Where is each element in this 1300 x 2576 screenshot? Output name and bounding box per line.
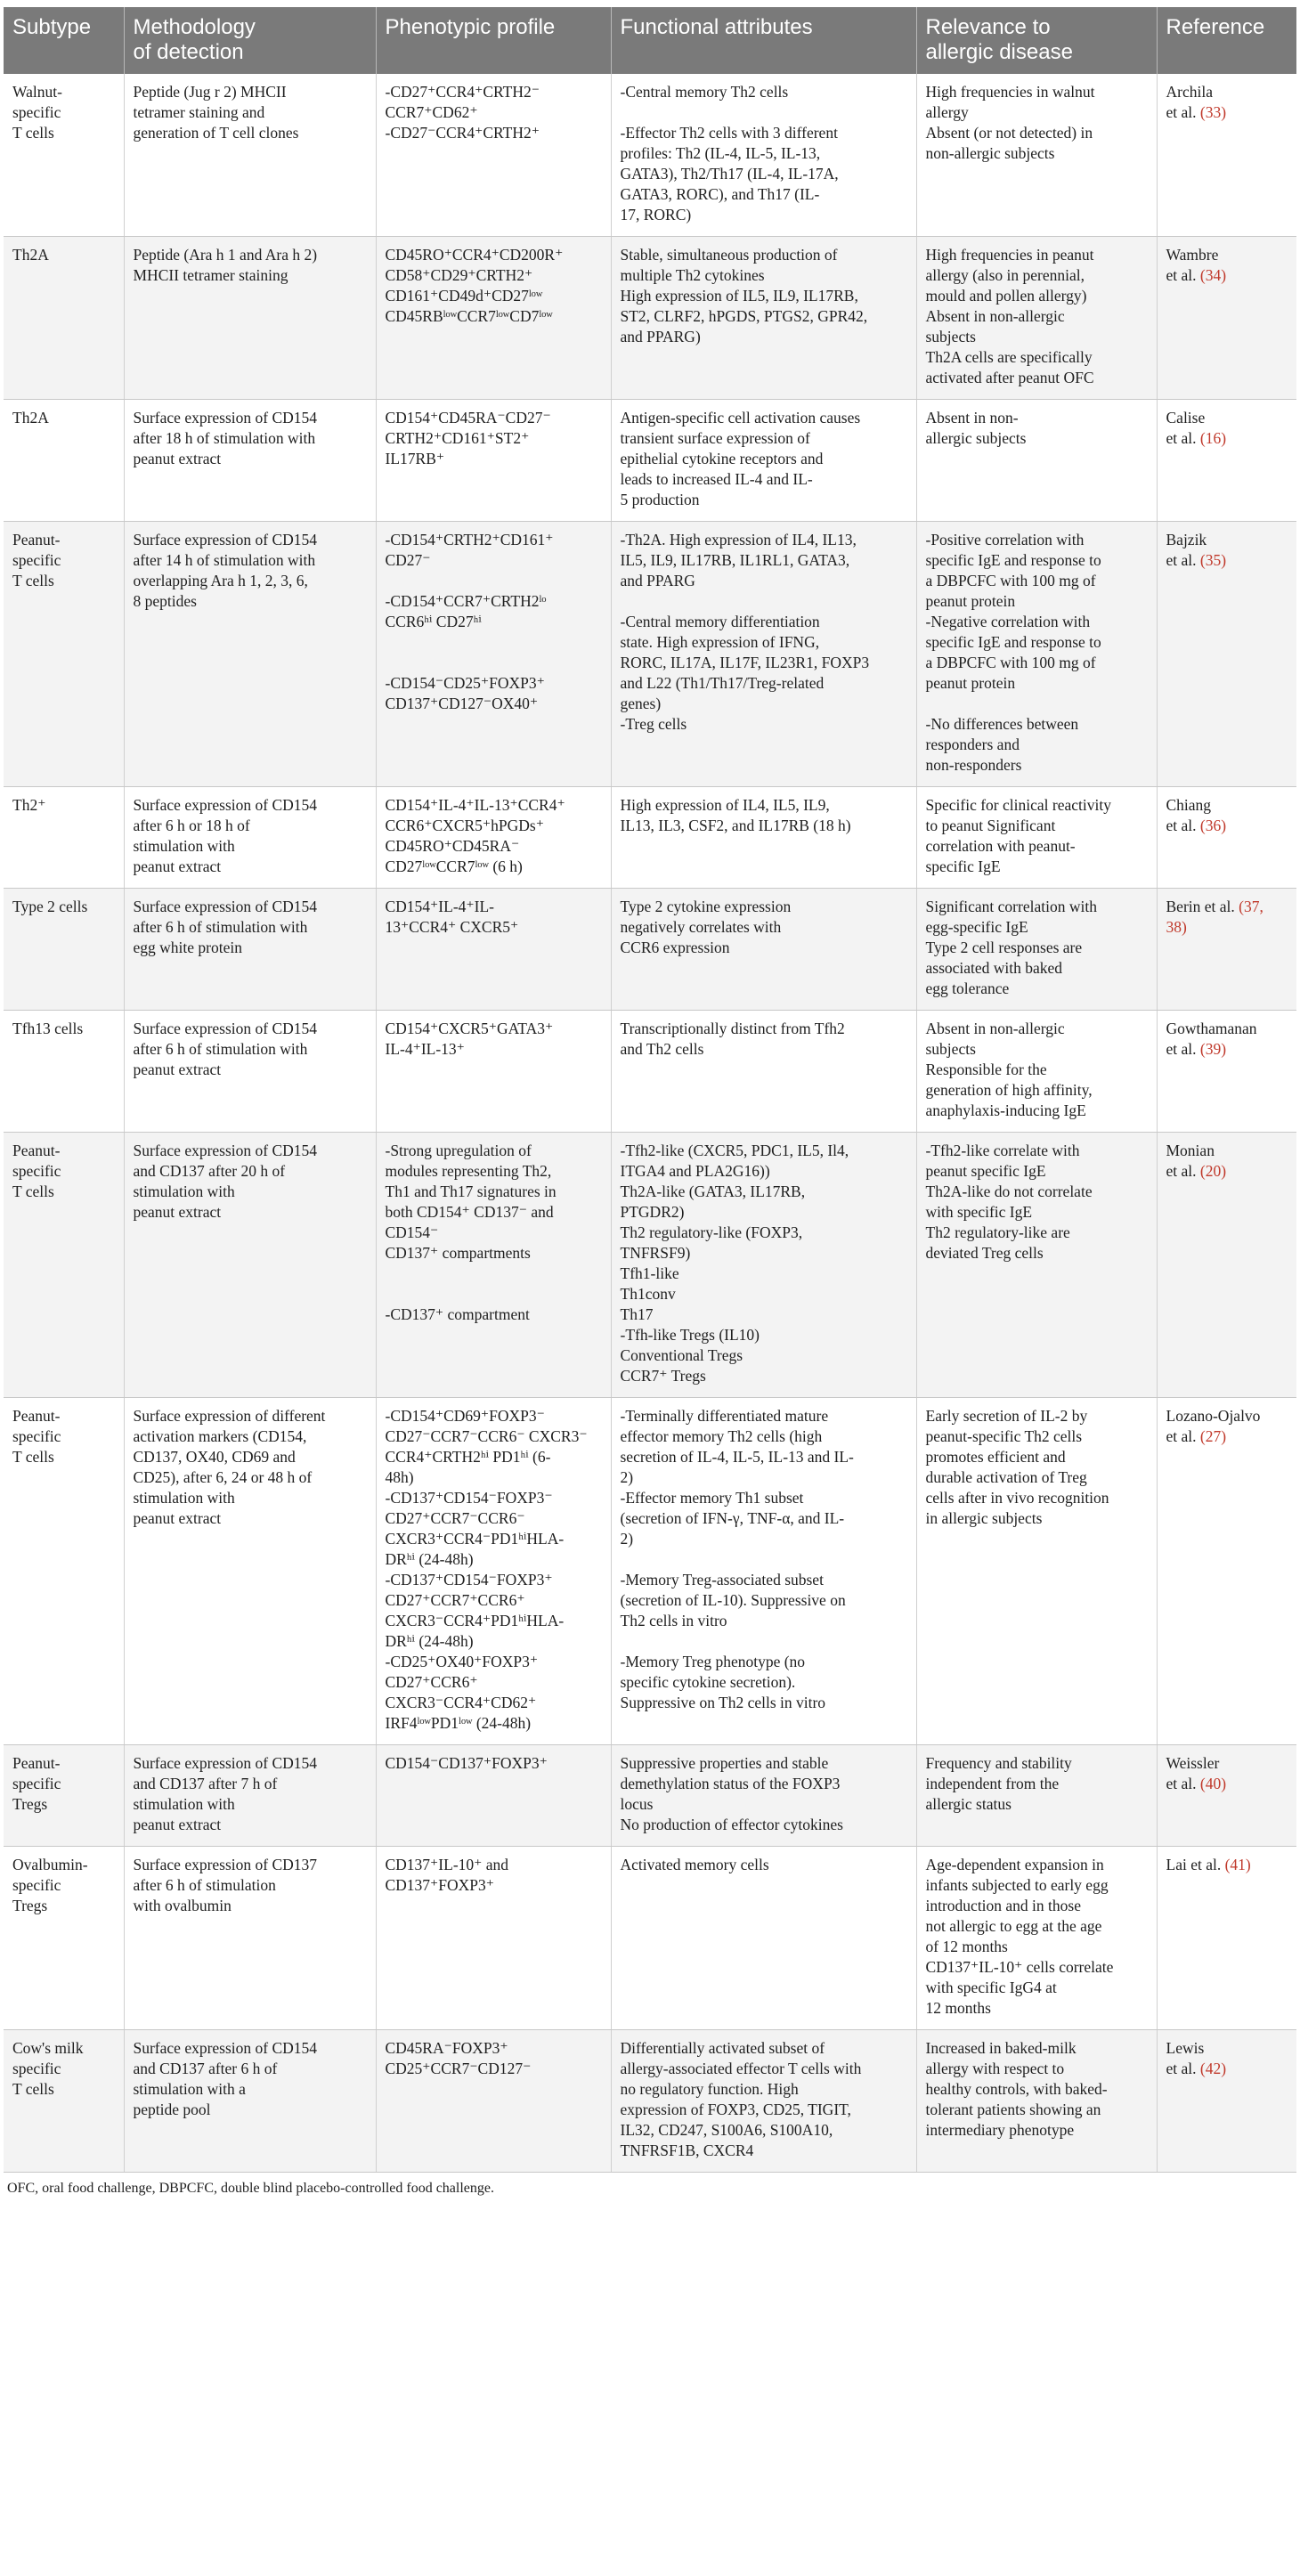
- table-row: [4, 522, 1296, 787]
- cell-phenotypic: -CD154⁺CRTH2⁺CD161⁺ CD27⁻ -CD154⁺CCR7⁺CRTH2ˡᵒ CCR6ʰⁱ CD27ʰⁱ -CD154⁻CD25⁺FOXP3⁺ CD137⁺CD127⁻OX40⁺: [376, 522, 611, 787]
- table-row: [4, 889, 1296, 1011]
- cell-functional: Stable, simultaneous production of multiple Th2 cytokines High expression of IL5, IL9, IL17RB, ST2, CLRF2, hPGDS, PTGS2, GPR42, and PPARG): [611, 237, 916, 400]
- cell-functional: -Tfh2-like (CXCR5, PDC1, IL5, Il4, ITGA4 and PLA2G16)) Th2A-like (GATA3, IL17RB, PTGDR2) Th2 regulatory-like (FOXP3, TNFRSF9) Tfh1-like Th1conv Th17 -Tfh-like Tregs (IL10) Conventional Tregs CCR7⁺ Tregs: [611, 1133, 916, 1398]
- table-row: [4, 1011, 1296, 1133]
- cell-subtype: Type 2 cells: [4, 889, 124, 1011]
- cell-functional: -Terminally differentiated mature effector memory Th2 cells (high secretion of IL-4, IL-5, IL-13 and IL- 2) -Effector memory Th1 subset (secretion of IFN-γ, TNF-α, and IL- 2) -Memory Treg-associated subset (secretion of IL-10). Suppressive on Th2 cells in vitro -Memory Treg phenotype (no specific cytokine secretion). Suppressive on Th2 cells in vitro: [611, 1398, 916, 1745]
- reference-authors: Gowthamanan et al.: [1166, 1020, 1257, 1058]
- cell-phenotypic: CD154⁺IL-4⁺IL-13⁺CCR4⁺ CCR6⁺CXCR5⁺hPGDs⁺ CD45RO⁺CD45RA⁻ CD27ˡᵒʷCCR7ˡᵒʷ (6 h): [376, 787, 611, 889]
- cell-subtype: Peanut- specific T cells: [4, 1398, 124, 1745]
- header-methodology: Methodology of detection: [124, 7, 376, 74]
- cell-subtype: Cow's milk specific T cells: [4, 2030, 124, 2173]
- cell-phenotypic: CD154⁺CXCR5⁺GATA3⁺ IL-4⁺IL-13⁺: [376, 1011, 611, 1133]
- table-row: [4, 1745, 1296, 1847]
- cell-relevance: Significant correlation with egg-specific IgE Type 2 cell responses are associated with baked egg tolerance: [916, 889, 1157, 1011]
- header-reference: Reference: [1157, 7, 1296, 74]
- cell-phenotypic: CD154⁻CD137⁺FOXP3⁺: [376, 1745, 611, 1847]
- reference-link[interactable]: (20): [1199, 1162, 1227, 1180]
- reference-authors: Lozano-Ojalvo et al.: [1166, 1407, 1261, 1445]
- cell-phenotypic: -Strong upregulation of modules representing Th2, Th1 and Th17 signatures in both CD154⁺ CD137⁻ and CD154⁻ CD137⁺ compartments -CD137⁺ compartment: [376, 1133, 611, 1398]
- cell-functional: -Central memory Th2 cells -Effector Th2 cells with 3 different profiles: Th2 (IL-4, IL-5, IL-13, GATA3), Th2/Th17 (IL-4, IL-17A, GATA3, RORC), and Th17 (IL- 17, RORC): [611, 74, 916, 237]
- reference-authors: Wambre et al.: [1166, 246, 1219, 284]
- reference-link[interactable]: (37, 38): [1166, 898, 1263, 936]
- cell-phenotypic: -CD154⁺CD69⁺FOXP3⁻ CD27⁻CCR7⁻CCR6⁻ CXCR3⁻ CCR4⁺CRTH2ʰⁱ PD1ʰⁱ (6- 48h) -CD137⁺CD154⁻FOXP3⁻ CD27⁺CCR7⁻CCR6⁻ CXCR3⁺CCR4⁻PD1ʰⁱHLA- DRʰⁱ (24-48h) -CD137⁺CD154⁻FOXP3⁺ CD27⁺CCR7⁺CCR6⁺ CXCR3⁻CCR4⁺PD1ʰⁱHLA- DRʰⁱ (24-48h) -CD25⁺OX40⁺FOXP3⁺ CD27⁺CCR6⁺ CXCR3⁻CCR4⁺CD62⁺ IRF4ˡᵒʷPD1ˡᵒʷ (24-48h): [376, 1398, 611, 1745]
- cell-functional: Type 2 cytokine expression negatively correlates with CCR6 expression: [611, 889, 916, 1011]
- table-row: [4, 1398, 1296, 1745]
- cell-reference: [1157, 74, 1296, 237]
- cell-relevance: -Positive correlation with specific IgE and response to a DBPCFC with 100 mg of peanut protein -Negative correlation with specific IgE and response to a DBPCFC with 100 mg of peanut protein -No differences between responders and non-responders: [916, 522, 1157, 787]
- cell-methodology: Surface expression of CD137 after 6 h of stimulation with ovalbumin: [124, 1847, 376, 2030]
- cell-relevance: Frequency and stability independent from the allergic status: [916, 1745, 1157, 1847]
- cell-phenotypic: CD154⁺CD45RA⁻CD27⁻ CRTH2⁺CD161⁺ST2⁺ IL17RB⁺: [376, 400, 611, 522]
- cell-functional: Suppressive properties and stable demethylation status of the FOXP3 locus No production of effector cytokines: [611, 1745, 916, 1847]
- cell-subtype: Peanut- specific Tregs: [4, 1745, 124, 1847]
- cell-reference: [1157, 1745, 1296, 1847]
- cell-subtype: Walnut- specific T cells: [4, 74, 124, 237]
- reference-link[interactable]: (41): [1224, 1856, 1251, 1873]
- cell-functional: Transcriptionally distinct from Tfh2 and Th2 cells: [611, 1011, 916, 1133]
- cell-functional: High expression of IL4, IL5, IL9, IL13, IL3, CSF2, and IL17RB (18 h): [611, 787, 916, 889]
- cell-methodology: Peptide (Jug r 2) MHCII tetramer staining and generation of T cell clones: [124, 74, 376, 237]
- table-row: [4, 237, 1296, 400]
- cell-subtype: Th2⁺: [4, 787, 124, 889]
- table-row: [4, 2030, 1296, 2173]
- cell-subtype: Ovalbumin- specific Tregs: [4, 1847, 124, 2030]
- cell-relevance: High frequencies in walnut allergy Absent (or not detected) in non-allergic subjects: [916, 74, 1157, 237]
- reference-authors: Bajzik et al.: [1166, 531, 1207, 569]
- cell-methodology: Surface expression of CD154 after 18 h of stimulation with peanut extract: [124, 400, 376, 522]
- cell-reference: [1157, 1133, 1296, 1398]
- reference-authors: Berin et al.: [1166, 898, 1235, 915]
- cell-relevance: Early secretion of IL-2 by peanut-specific Th2 cells promotes efficient and durable activation of Treg cells after in vivo recognition in allergic subjects: [916, 1398, 1157, 1745]
- t-cell-subtypes-table: [4, 7, 1296, 2173]
- cell-reference: [1157, 1847, 1296, 2030]
- cell-functional: Antigen-specific cell activation causes transient surface expression of epithelial cytokine receptors and leads to increased IL-4 and IL- 5 production: [611, 400, 916, 522]
- cell-phenotypic: -CD27⁺CCR4⁺CRTH2⁻ CCR7⁺CD62⁺ -CD27⁻CCR4⁺CRTH2⁺: [376, 74, 611, 237]
- cell-reference: [1157, 237, 1296, 400]
- cell-reference: [1157, 1398, 1296, 1745]
- header-phenotypic: Phenotypic profile: [376, 7, 611, 74]
- cell-reference: [1157, 889, 1296, 1011]
- cell-methodology: Surface expression of CD154 after 6 h of stimulation with peanut extract: [124, 1011, 376, 1133]
- cell-reference: [1157, 787, 1296, 889]
- reference-link[interactable]: (34): [1199, 266, 1227, 284]
- cell-subtype: Peanut- specific T cells: [4, 1133, 124, 1398]
- reference-link[interactable]: (40): [1199, 1775, 1227, 1792]
- cell-methodology: Surface expression of CD154 after 6 h or 18 h of stimulation with peanut extract: [124, 787, 376, 889]
- cell-functional: Activated memory cells: [611, 1847, 916, 2030]
- cell-subtype: Th2A: [4, 237, 124, 400]
- table-row: [4, 400, 1296, 522]
- reference-link[interactable]: (27): [1199, 1427, 1227, 1445]
- cell-phenotypic: CD45RO⁺CCR4⁺CD200R⁺ CD58⁺CD29⁺CRTH2⁺ CD161⁺CD49d⁺CD27ˡᵒʷ CD45RBˡᵒʷCCR7ˡᵒʷCD7ˡᵒʷ: [376, 237, 611, 400]
- table-row: [4, 74, 1296, 237]
- reference-link[interactable]: (33): [1199, 103, 1227, 121]
- reference-authors: Archila et al.: [1166, 83, 1213, 121]
- cell-reference: [1157, 522, 1296, 787]
- reference-authors: Monian et al.: [1166, 1142, 1215, 1180]
- reference-authors: Chiang et al.: [1166, 796, 1212, 834]
- reference-authors: Lai et al.: [1166, 1856, 1222, 1873]
- table-row: [4, 1133, 1296, 1398]
- cell-subtype: Peanut- specific T cells: [4, 522, 124, 787]
- table-body: [4, 74, 1296, 2173]
- table-row: [4, 787, 1296, 889]
- cell-methodology: Surface expression of CD154 and CD137 after 6 h of stimulation with a peptide pool: [124, 2030, 376, 2173]
- cell-phenotypic: CD154⁺IL-4⁺IL- 13⁺CCR4⁺ CXCR5⁺: [376, 889, 611, 1011]
- cell-functional: Differentially activated subset of allergy-associated effector T cells with no regulatory function. High expression of FOXP3, CD25, TIGIT, IL32, CD247, S100A6, S100A10, TNFRSF1B, CXCR4: [611, 2030, 916, 2173]
- reference-link[interactable]: (16): [1199, 429, 1227, 447]
- cell-reference: [1157, 400, 1296, 522]
- header-functional: Functional attributes: [611, 7, 916, 74]
- cell-phenotypic: CD137⁺IL-10⁺ and CD137⁺FOXP3⁺: [376, 1847, 611, 2030]
- cell-relevance: Absent in non-allergic subjects Responsible for the generation of high affinity, anaphylaxis-inducing IgE: [916, 1011, 1157, 1133]
- reference-authors: Calise et al.: [1166, 409, 1206, 447]
- cell-functional: -Th2A. High expression of IL4, IL13, IL5, IL9, IL17RB, IL1RL1, GATA3, and PPARG -Central memory differentiation state. High expression of IFNG, RORC, IL17A, IL17F, IL23R1, FOXP3 and L22 (Th1/Th17/Treg-related genes) -Treg cells: [611, 522, 916, 787]
- cell-methodology: Peptide (Ara h 1 and Ara h 2) MHCII tetramer staining: [124, 237, 376, 400]
- cell-relevance: Age-dependent expansion in infants subjected to early egg introduction and in those not allergic to egg at the age of 12 months CD137⁺IL-10⁺ cells correlate with specific IgG4 at 12 months: [916, 1847, 1157, 2030]
- reference-link[interactable]: (36): [1199, 817, 1227, 834]
- header-relevance: Relevance to allergic disease: [916, 7, 1157, 74]
- cell-methodology: Surface expression of CD154 and CD137 after 20 h of stimulation with peanut extract: [124, 1133, 376, 1398]
- cell-relevance: -Tfh2-like correlate with peanut specific IgE Th2A-like do not correlate with specific IgE Th2 regulatory-like are deviated Treg cells: [916, 1133, 1157, 1398]
- reference-link[interactable]: (39): [1199, 1040, 1227, 1058]
- reference-authors: Weissler et al.: [1166, 1754, 1220, 1792]
- cell-methodology: Surface expression of different activation markers (CD154, CD137, OX40, CD69 and CD25), after 6, 24 or 48 h of stimulation with peanut extract: [124, 1398, 376, 1745]
- reference-authors: Lewis et al.: [1166, 2039, 1205, 2077]
- cell-methodology: Surface expression of CD154 after 14 h of stimulation with overlapping Ara h 1, 2, 3, 6, 8 peptides: [124, 522, 376, 787]
- header-subtype: Subtype: [4, 7, 124, 74]
- table-footnote: OFC, oral food challenge, DBPCFC, double blind placebo-controlled food challenge.: [7, 2181, 494, 2196]
- cell-relevance: Specific for clinical reactivity to peanut Significant correlation with peanut- specific IgE: [916, 787, 1157, 889]
- cell-subtype: Th2A: [4, 400, 124, 522]
- cell-phenotypic: CD45RA⁻FOXP3⁺ CD25⁺CCR7⁻CD127⁻: [376, 2030, 611, 2173]
- cell-methodology: Surface expression of CD154 after 6 h of stimulation with egg white protein: [124, 889, 376, 1011]
- cell-reference: [1157, 1011, 1296, 1133]
- table-header-row: [4, 7, 1296, 74]
- reference-link[interactable]: (35): [1199, 551, 1227, 569]
- cell-methodology: Surface expression of CD154 and CD137 after 7 h of stimulation with peanut extract: [124, 1745, 376, 1847]
- table-row: [4, 1847, 1296, 2030]
- cell-subtype: Tfh13 cells: [4, 1011, 124, 1133]
- cell-reference: [1157, 2030, 1296, 2173]
- reference-link[interactable]: (42): [1199, 2060, 1227, 2077]
- cell-relevance: High frequencies in peanut allergy (also in perennial, mould and pollen allergy) Absent in non-allergic subjects Th2A cells are specifically activated after peanut OFC: [916, 237, 1157, 400]
- cell-relevance: Increased in baked-milk allergy with respect to healthy controls, with baked- tolerant patients showing an intermediary phenotype: [916, 2030, 1157, 2173]
- cell-relevance: Absent in non- allergic subjects: [916, 400, 1157, 522]
